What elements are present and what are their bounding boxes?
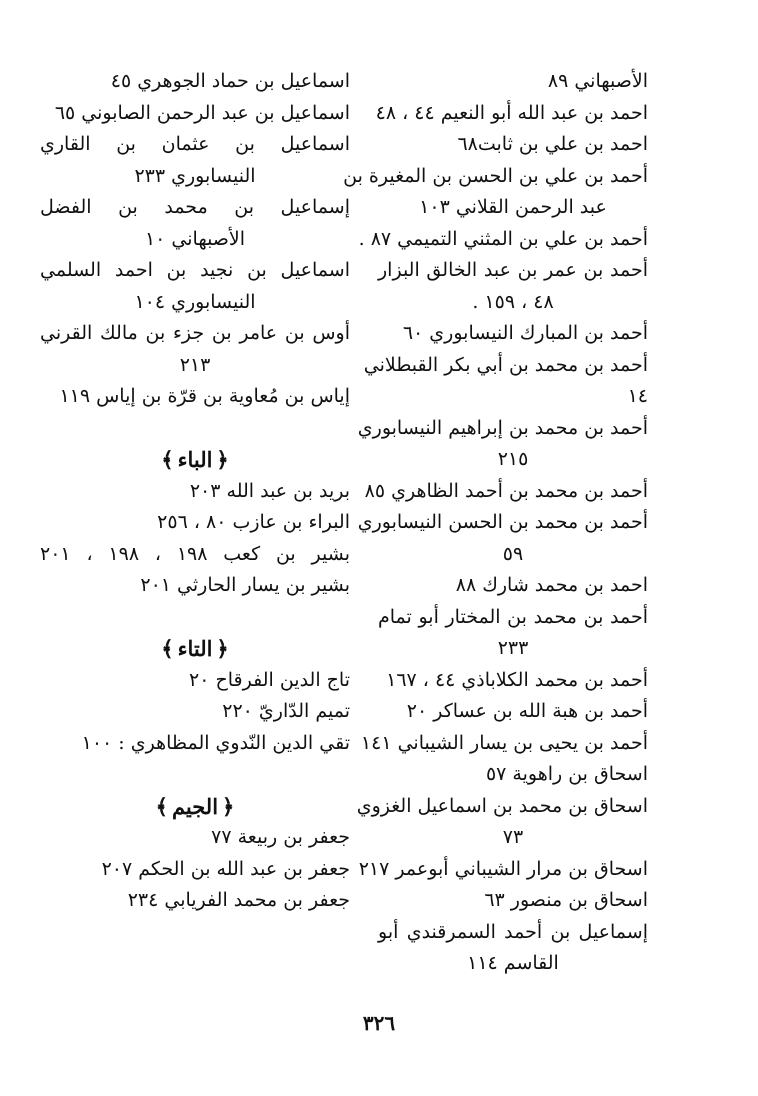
index-entry: النيسابوري ٢٣٣ (134, 164, 256, 187)
heading-text: الجيم (171, 793, 219, 819)
heading-text: التاء (177, 636, 213, 661)
index-entry: بشير بن كعب ١٩٨ ، ١٩٨ ، ٢٠١ (40, 542, 350, 565)
index-entry: اسحاق بن محمد بن اسماعيل الغزوي (356, 794, 648, 817)
index-entry: ١٤ (627, 385, 648, 407)
index-entry: النيسابوري ١٠٤ (134, 290, 256, 313)
index-entry: أحمد بن محمد بن المختار أبو تمام (378, 605, 648, 628)
ornament-bracket: ﴿ (216, 636, 229, 661)
index-entry: أحمد بن علي بن الحسن بن المغيرة بن (343, 164, 648, 187)
index-entry: القاسم ١١٤ (467, 952, 559, 974)
index-entry: اسحاق بن منصور ٦٣ (484, 889, 648, 911)
index-entry: تقي الدين النّدوي المظاهري : ١٠٠ (81, 731, 350, 754)
index-entry: ٢٣٣ (497, 637, 529, 659)
ornament-bracket: ﴾ (161, 447, 174, 472)
index-entry: جعفر بن ربيعة ٧٧ (211, 826, 350, 848)
letter-section-heading (40, 791, 350, 823)
ornament-bracket: ﴾ (161, 636, 174, 661)
index-entry: إسماعيل بن أحمد السمرقندي أبو (378, 920, 648, 943)
index-entry: أحمد بن يحيى بن يسار الشيباني ١٤١ (360, 731, 648, 754)
index-entry: تميم الدّاريّ ٢٢٠ (222, 700, 350, 722)
index-entry: ٧٣ (502, 826, 524, 848)
index-entry: أحمد بن المبارك النيسابوري ٦٠ (402, 322, 648, 344)
index-entry: أحمد بن هبة الله بن عساكر ٢٠ (406, 700, 648, 722)
index-entry: عبد الرحمن القلاني ١٠٣ (419, 196, 607, 218)
index-entry: احمد بن علي بن ثابت٦٨ (457, 133, 648, 155)
spacer (40, 413, 350, 445)
index-entry: بريد بن عبد الله ٢٠٣ (189, 479, 350, 502)
ornament-bracket: ﴿ (216, 447, 229, 472)
index-entry: أوس بن عامر بن جزء بن مالك القرني (40, 322, 350, 344)
index-entry: ٤٨ ، ١٥٩ . (472, 290, 554, 313)
index-entry: أحمد بن محمد بن إبراهيم النيسابوري (357, 416, 648, 439)
ornament-bracket: ﴾ (155, 793, 168, 819)
index-entry: جعفر بن عبد الله بن الحكم ٢٠٧ (101, 857, 350, 880)
index-entry: تاج الدين الفرقاح ٢٠ (189, 668, 350, 691)
index-entry: بشير بن يسار الحارثي ٢٠١ (140, 574, 350, 596)
index-entry: أحمد بن علي بن المثني التميمي ٨٧ . (358, 227, 648, 250)
index-entry: إياس بن مُعاوية بن قرّة بن إياس ١١٩ (59, 385, 350, 407)
index-entry: البراء بن عازب ٨٠ ، ٢٥٦ (157, 511, 350, 533)
index-entry: إسماعيل بن محمد بن الفضل (40, 196, 350, 218)
index-entry: ٢١٥ (497, 448, 529, 470)
index-entry: ٢١٣ (179, 353, 211, 376)
letter-section-heading (40, 444, 350, 476)
index-entry: اسحاق بن مرار الشيباني أبوعمر ٢١٧ (358, 857, 648, 880)
index-entry: احمد بن عبد الله أبو النعيم ٤٤ ، ٤٨ (375, 101, 648, 124)
index-entry: اسماعيل بن حماد الجوهري ٤٥ (110, 70, 350, 92)
index-entry: أحمد بن عمر بن عبد الخالق البزار (378, 259, 648, 281)
page-number: ٣٢٦ (362, 1011, 396, 1035)
index-entry: اسماعيل بن نجيد بن احمد السلمي (40, 259, 350, 281)
index-entry: ٥٩ (502, 542, 524, 565)
index-entry: أحمد بن محمد بن أبي بكر القبطلاني (363, 353, 648, 376)
index-entry: اسحاق بن راهوية ٥٧ (485, 763, 648, 785)
index-entry: جعفر بن محمد الفريابي ٢٣٤ (127, 889, 350, 911)
index-column-right (343, 66, 648, 980)
ornament-bracket: ﴿ (222, 793, 235, 819)
index-column-left (40, 66, 350, 917)
spacer (40, 759, 350, 791)
index-entry: أحمد بن محمد الكلاباذي ٤٤ ، ١٦٧ (386, 668, 648, 691)
index-entry: أحمد بن محمد بن الحسن النيسابوري (357, 511, 648, 533)
index-entry: أحمد بن محمد بن أحمد الظاهري ٨٥ (364, 479, 648, 502)
spacer (40, 602, 350, 634)
index-entry: اسماعيل بن عبد الرحمن الصابوني ٦٥ (54, 101, 350, 124)
index-entry: الأصبهاني ٨٩ (547, 70, 648, 92)
heading-text: الباء (177, 447, 213, 472)
letter-section-heading (40, 633, 350, 665)
index-entry: الأصبهاني ١٠ (144, 227, 246, 250)
index-entry: اسماعيل بن عثمان بن القاري (40, 133, 350, 155)
index-entry: احمد بن محمد شارك ٨٨ (455, 574, 648, 596)
